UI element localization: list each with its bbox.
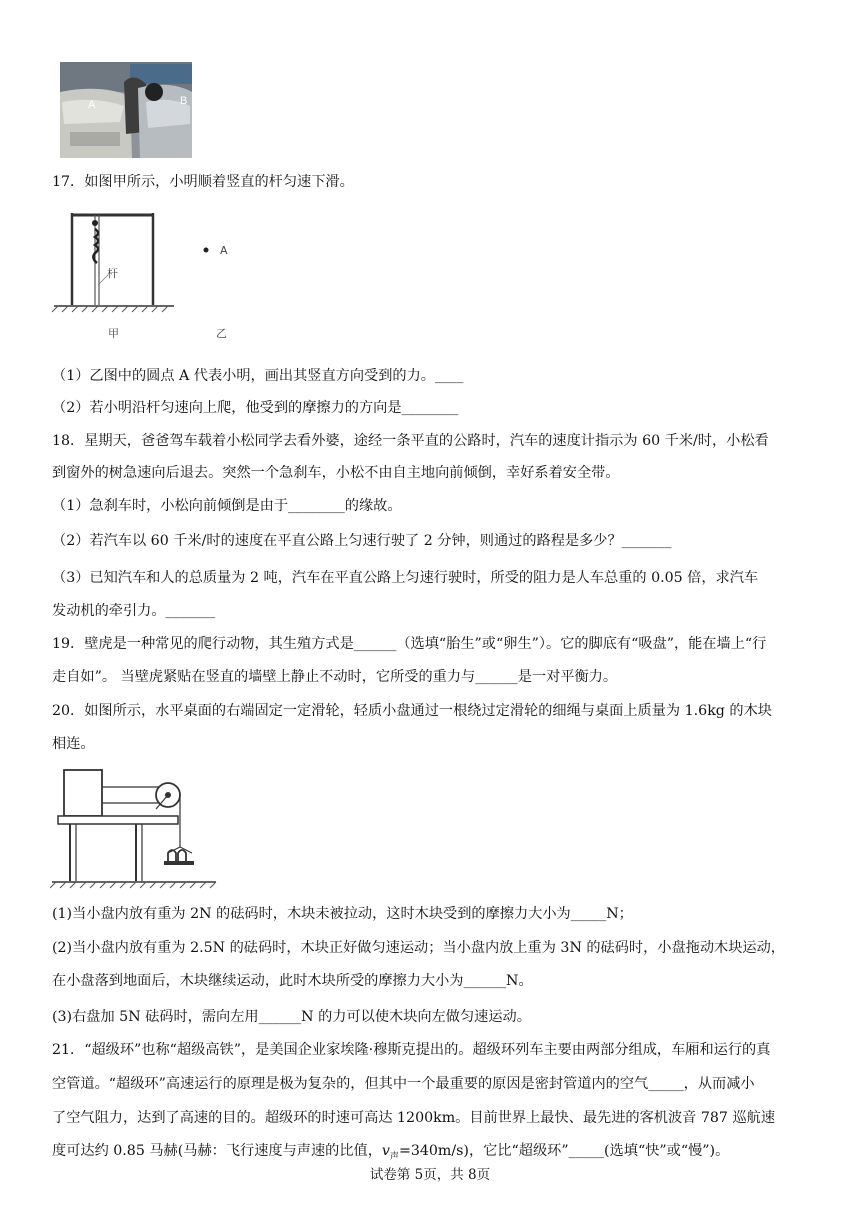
q21-line4-a: 度可达约 0.85 马赫(马赫：飞行速度与声速的比值，: [52, 1143, 382, 1159]
q18-stem-line2: 到窗外的树急速向后退去。突然一个急刹车，小松不由自主地向前倾倒，幸好系着安全带。: [52, 465, 620, 481]
q19-line2: 走自如”。 当壁虎紧贴在竖直的墙壁上静止不动时，它所受的重力与______是一对平衡力。: [52, 669, 618, 685]
q20-stem-line1: 20．如图所示，水平桌面的右端固定一定滑轮，轻质小盘通过一根绕过定滑轮的细绳与桌面上质量为 1.6kg 的木块: [52, 703, 772, 719]
q20-part3: (3)右盘加 5N 砝码时，需向左用______N 的力可以使木块向左做匀速运动。: [52, 1009, 531, 1025]
q18-part2: （2）若汽车以 60 千米/时的速度在平直公路上匀速行驶了 2 分钟，则通过的路程是多少？_______: [52, 533, 672, 549]
q17-part1: （1）乙图中的圆点 A 代表小明，画出其竖直方向受到的力。____: [52, 368, 464, 384]
photo-label-b: B: [180, 95, 188, 107]
point-a: [204, 248, 209, 253]
velocity-subscript: 声: [389, 1151, 399, 1162]
q19-line1: 19．壁虎是一种常见的爬行动物，其生殖方式是______（选填“胎生”或“卵生”）。它的脚底有“吸盘”，能在墙上“行: [52, 636, 767, 652]
small-pan: [164, 861, 194, 865]
q21-line2: 空管道。“超级环”高速运行的原理是极为复杂的，但其中一个最重要的原因是密封管道内的空气_____，从而减小: [52, 1076, 755, 1092]
q20-stem-line2: 相连。: [52, 736, 95, 752]
q21-line3: 了空气阻力，达到了高速的目的。超级环的时速可高达 1200km。目前世界上最快、最先进的客机波音 787 巡航速: [52, 1110, 776, 1126]
fig-label-yi: 乙: [216, 327, 227, 340]
pole-label: 杆: [107, 267, 118, 280]
photo-label-a: A: [88, 99, 96, 111]
q20-part2-line2: 在小盘落到地面后，木块继续运动，此时木块所受的摩擦力大小为______N。: [52, 973, 533, 989]
q18-part3-line1: （3）已知汽车和人的总质量为 2 吨，汽车在平直公路上匀速行驶时，所受的阻力是人车总重的 0.05 倍，求汽车: [52, 570, 759, 586]
car-collision-photo: [60, 62, 192, 158]
page-footer: 试卷第 5页，共 8页: [369, 1167, 491, 1183]
q18-part3-line2: 发动机的牵引力。_______: [52, 603, 216, 619]
fig-label-jia: 甲: [108, 327, 119, 340]
q20-figure-pulley: [50, 765, 220, 890]
q18-part1: （1）急刹车时，小松向前倾倒是由于________的缘故。: [52, 498, 402, 514]
q21-line4-b: =340m/s)，它比“超级环”_____(选填“快”或“慢”)。: [398, 1143, 730, 1159]
q17-part2: （2）若小明沿杆匀速向上爬，他受到的摩擦力的方向是________: [52, 400, 459, 416]
q21-line1: 21．“超级环”也称“超级高铁”，是美国企业家埃隆·穆斯克提出的。超级环列车主要由两部分组成，车厢和运行的真: [52, 1042, 771, 1058]
velocity-symbol: v: [381, 1143, 390, 1159]
q20-part2-line1: (2)当小盘内放有重为 2.5N 的砝码时，木块正好做匀速运动；当小盘内放上重为 3N 的砝码时，小盘拖动木块运动，: [52, 940, 785, 956]
q17-figure-pole: [50, 205, 250, 343]
wooden-block: [64, 770, 102, 816]
point-a-label: A: [220, 244, 228, 257]
q17-stem: 17．如图甲所示，小明顺着竖直的杆匀速下滑。: [52, 174, 354, 190]
q20-part1: (1)当小盘内放有重为 2N 的砝码时，木块未被拉动，这时木块受到的摩擦力大小为_____N；: [52, 906, 633, 922]
q18-stem-line1: 18．星期天，爸爸驾车载着小松同学去看外婆，途经一条平直的公路时，汽车的速度计指示为 60 千米/时，小松看: [52, 433, 769, 449]
